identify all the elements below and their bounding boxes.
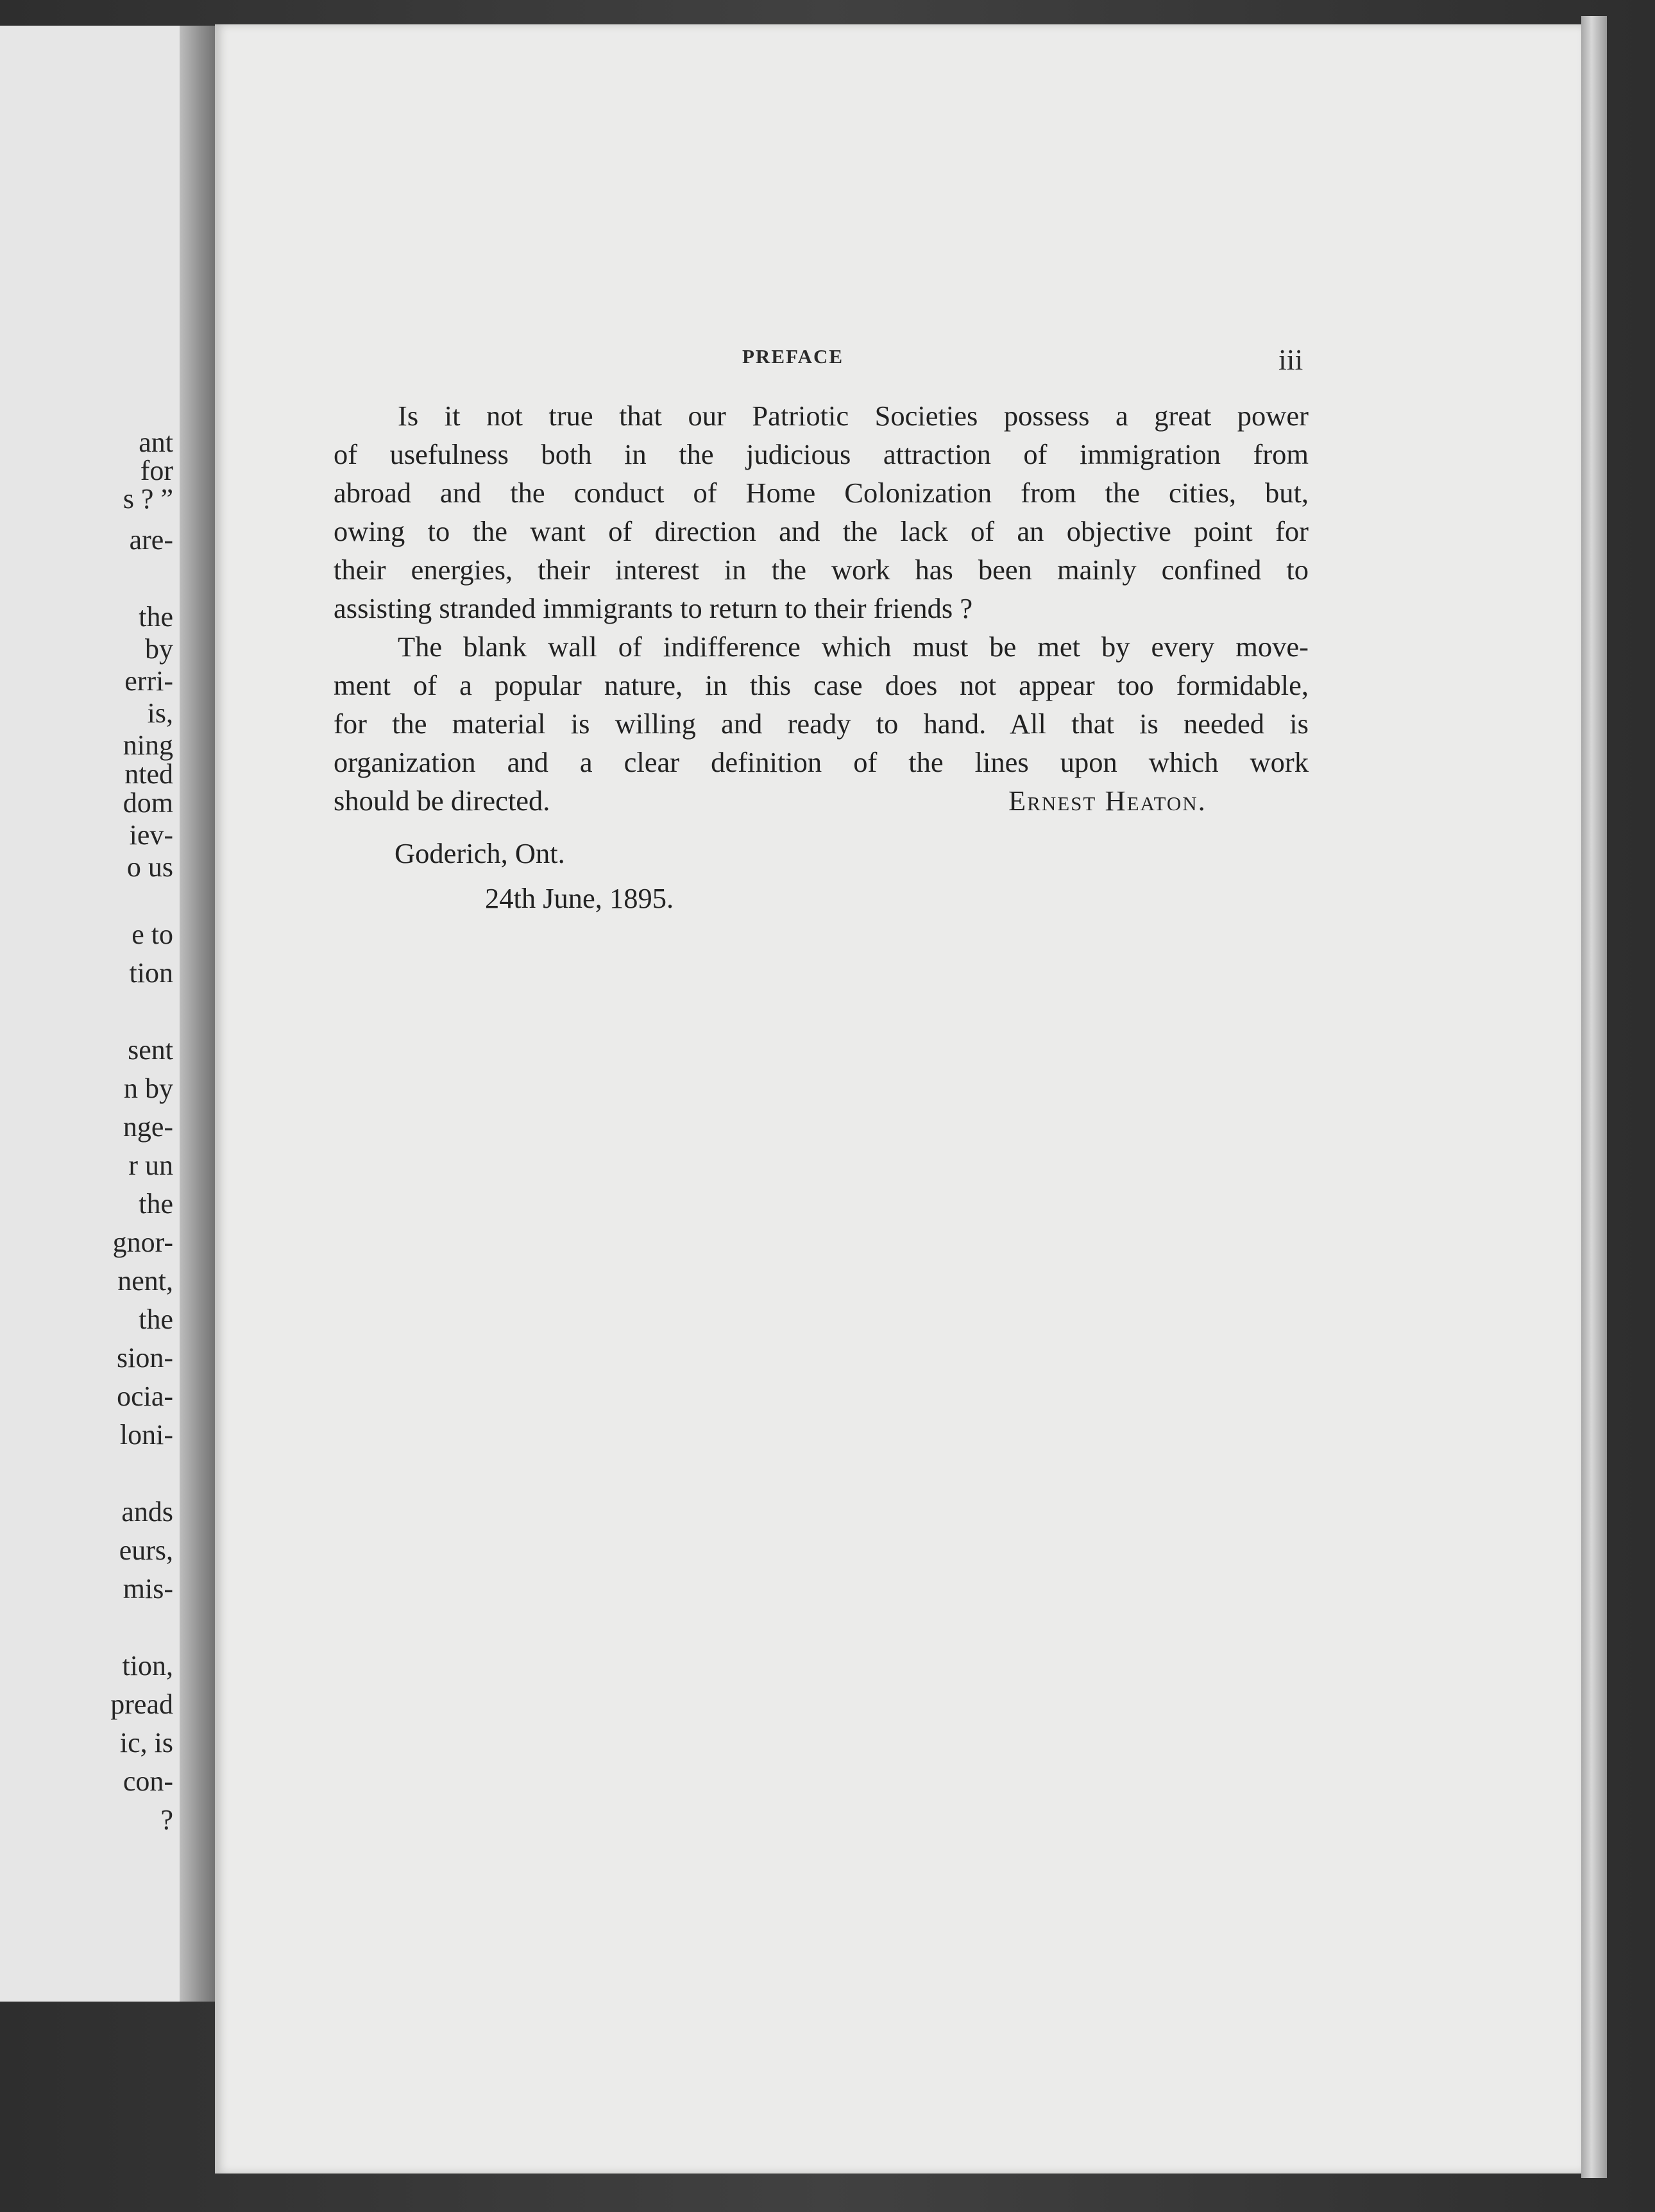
fragment-line: con- [123,1765,173,1797]
fragment-line: tion, [122,1650,173,1681]
fragment-line: for [140,455,173,486]
fragment-line: eurs, [119,1535,173,1566]
text-line: abroad and the conduct of Home Colonization from the cities, but, [334,477,1309,509]
text-line: organization and a clear definition of the lines upon which work [334,746,1309,778]
fragment-line: loni- [119,1419,173,1451]
fragment-line: the [139,601,173,633]
fragment-line: iev- [129,819,173,851]
fragment-line: by [145,633,173,665]
closing-line: should be directed. [334,785,550,817]
fragment-line: o us [126,851,173,883]
fragment-line: gnor- [112,1227,173,1258]
running-head-title: PREFACE [742,345,844,368]
fragment-line: tion [129,957,173,989]
fragment-line: sent [128,1034,173,1066]
text-line: owing to the want of direction and the lack of an objective point for [334,515,1309,547]
text-line: their energies, their interest in the work has been mainly confined to [334,554,1309,586]
fragment-line: r un [128,1150,173,1181]
fragment-line: nge- [123,1111,173,1143]
fragment-line: ant [139,427,173,458]
fragment-line: pread [110,1689,173,1720]
author-signature: Ernest Heaton. [1008,785,1207,817]
preface-page [215,24,1581,2174]
fragment-line: nent, [117,1265,173,1297]
fragment-line: ning [123,729,173,761]
fragment-line: s ? ” [123,483,173,515]
closing-row [334,781,1309,820]
fragment-line: dom [123,787,173,819]
fragment-line: the [139,1188,173,1220]
fragment-line: e to [132,919,173,950]
fragment-line: mis- [123,1573,173,1604]
text-line: The blank wall of indifference which must be met by every move- [398,631,1309,663]
page-edge [1581,16,1607,2178]
fragment-line: n by [124,1073,173,1104]
place-line: Goderich, Ont. [395,837,565,869]
fragment-line: ocia- [117,1381,173,1412]
fragment-line: are- [129,524,173,556]
text-line: ment of a popular nature, in this case does not appear too formidable, [334,669,1309,701]
page-number: iii [1278,343,1303,376]
fragment-line: ands [121,1496,173,1527]
fragment-line: ? [160,1804,173,1835]
fragment-line: the [139,1304,173,1335]
facing-page-left [0,26,180,2002]
text-line: for the material is willing and ready to hand. All that is needed is [334,708,1309,740]
fragment-line: ic, is [119,1727,173,1758]
fragment-line: is, [147,697,173,729]
date-line: 24th June, 1895. [485,882,674,914]
text-line: assisting stranded immigrants to return to their friends ? [334,592,973,624]
book-gutter [180,26,218,2002]
text-line: of usefulness both in the judicious attraction of immigration from [334,438,1309,470]
fragment-line: nted [124,758,173,790]
fragment-line: sion- [117,1342,173,1374]
text-line: Is it not true that our Patriotic Societies possess a great power [398,400,1309,432]
preface-body [334,396,1309,781]
fragment-line: erri- [124,665,173,697]
